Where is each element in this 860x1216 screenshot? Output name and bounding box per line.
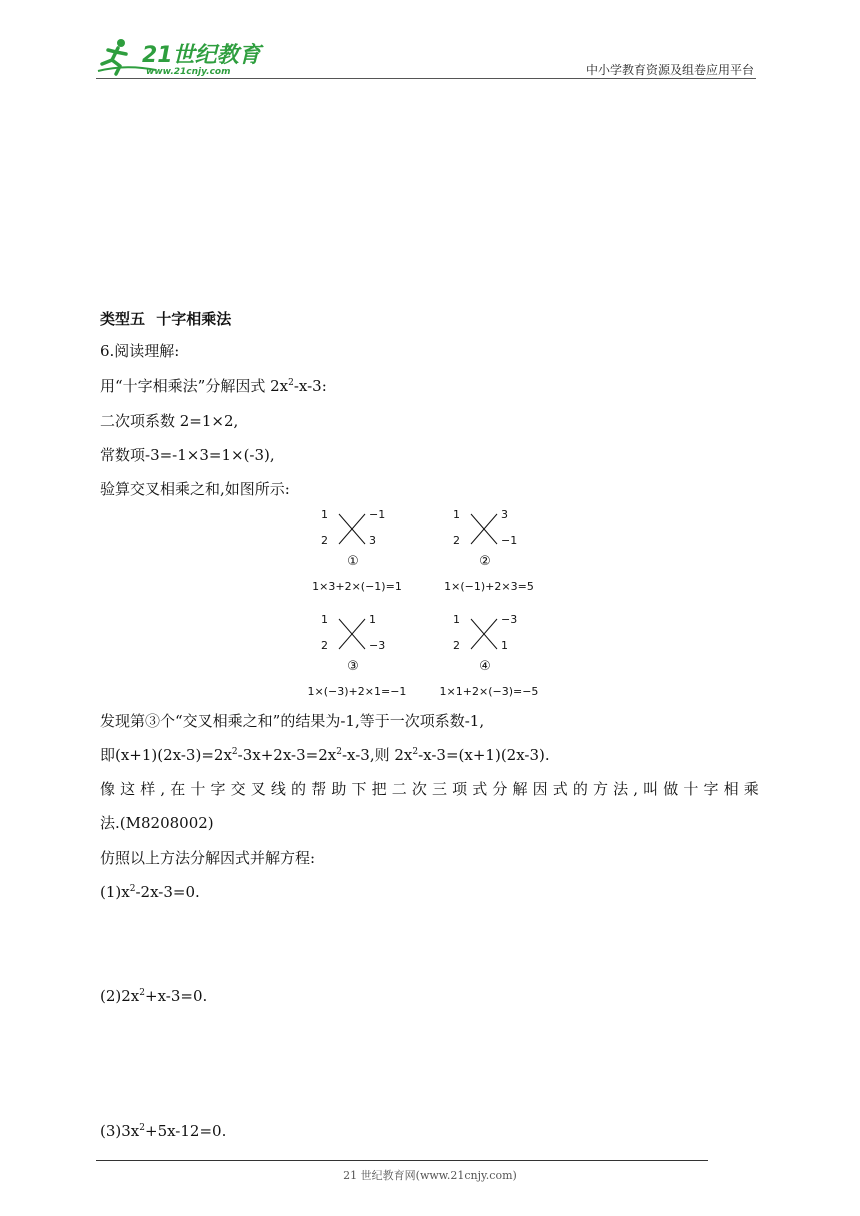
cross-lines [337, 510, 367, 546]
footer-text: 21 世纪教育网(www.21cnjy.com) [343, 1169, 517, 1182]
diagram-bottom-left: 2 [453, 639, 460, 652]
section-title: 类型五 十字相乘法 [100, 310, 232, 328]
question-3: $(3)3x^2+5x-12=0$. [100, 1122, 227, 1140]
diagram-formula: 1×3+2×(−1)=1 [312, 580, 402, 593]
diagram-top-right: −1 [369, 508, 386, 521]
problem-line-7b: 法.(M8208002) [100, 814, 214, 832]
question-2: $(2)2x^2+x-3=0$. [100, 987, 208, 1005]
problem-line-2: 二次项系数 2=1×2, [100, 412, 239, 430]
diagram-label: ① [347, 554, 359, 569]
diagram-label: ② [479, 554, 491, 569]
diagram-bottom-right: 3 [369, 534, 376, 547]
problem-line-6: 即$(x+1)(2x-3)=2x^2-3x+2x-3=2x^2-x-3$,则 $2x^2-x-3=(x+1)(2x-3)$. [100, 746, 550, 764]
cross-diagram-2 [444, 508, 583, 598]
question-1: $(1)x^2-2x-3=0$. [100, 883, 200, 901]
diagram-top-left: 1 [321, 508, 328, 521]
problem-line-5: 发现第③个“交叉相乘之和”的结果为-1,等于一次项系数-1, [100, 712, 485, 730]
problem-line-1: 用“十字相乘法”分解因式 $2x^2-x-3$: [100, 377, 327, 395]
diagram-top-right: 3 [501, 508, 508, 521]
cross-diagram-4 [439, 613, 583, 703]
diagram-formula: 1×(−1)+2×3=5 [444, 580, 534, 593]
diagram-label: ④ [479, 659, 491, 674]
cross-lines [469, 510, 499, 546]
diagram-formula: 1×1+2×(−3)=−5 [439, 685, 539, 698]
problem-intro: 6.阅读理解: [100, 342, 180, 360]
problem-line-4: 验算交叉相乘之和,如图所示: [100, 480, 290, 498]
logo-subtext: www.21cnjy.com [146, 67, 231, 77]
diagram-bottom-right: −3 [369, 639, 386, 652]
cross-lines [469, 615, 499, 651]
diagram-top-right: −3 [501, 613, 518, 626]
diagram-top-left: 1 [321, 613, 328, 626]
logo-text: 21世纪教育 [142, 43, 261, 68]
diagram-top-left: 1 [453, 613, 460, 626]
footer-divider [96, 1160, 708, 1161]
diagram-bottom-left: 2 [321, 534, 328, 547]
header-divider [96, 78, 756, 79]
diagram-top-right: 1 [369, 613, 376, 626]
header-platform-text: 中小学教育资源及组卷应用平台 [585, 63, 754, 77]
diagram-bottom-left: 2 [453, 534, 460, 547]
site-logo [96, 34, 266, 78]
problem-line-3: 常数项-3=-1×3=1×(-3), [100, 446, 275, 464]
problem-line-7: 像这样,在十字交叉线的帮助下把二次三项式分解因式的方法,叫做十字相乘 [100, 780, 760, 798]
diagram-bottom-right: 1 [501, 639, 508, 652]
cross-lines [337, 615, 367, 651]
diagram-bottom-left: 2 [321, 639, 328, 652]
diagram-bottom-right: −1 [501, 534, 518, 547]
diagram-formula: 1×(−3)+2×1=−1 [307, 685, 407, 698]
problem-line-8: 仿照以上方法分解因式并解方程: [100, 849, 316, 867]
diagram-top-left: 1 [453, 508, 460, 521]
diagram-label: ③ [347, 659, 359, 674]
